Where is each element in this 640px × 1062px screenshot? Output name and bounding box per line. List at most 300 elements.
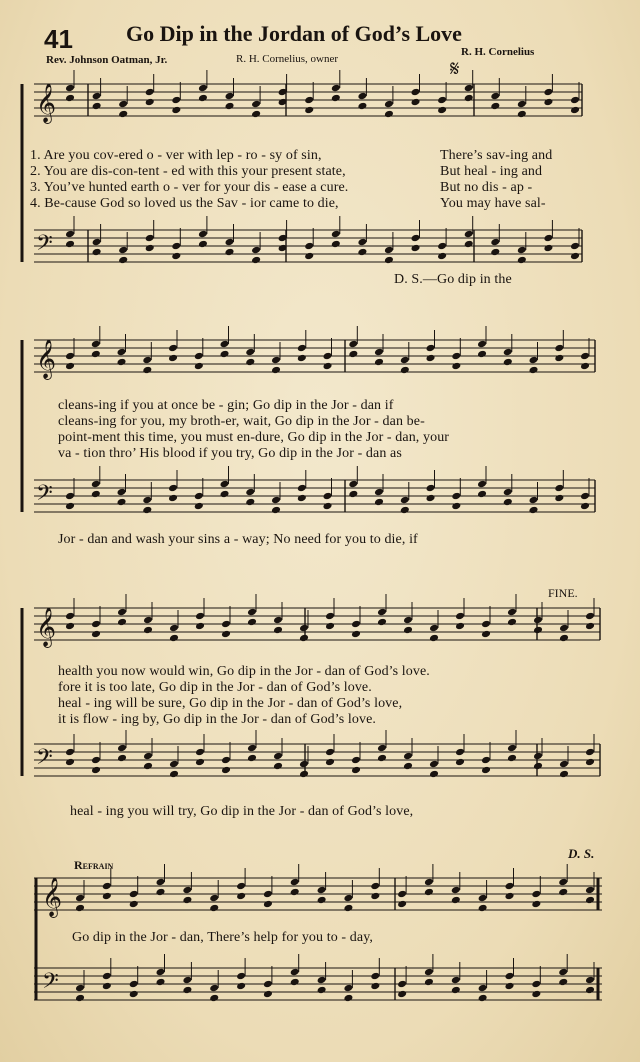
notehead: [543, 234, 553, 243]
notehead: [477, 340, 487, 349]
notehead: [451, 976, 461, 985]
notehead: [263, 980, 273, 989]
notehead: [65, 748, 75, 757]
notehead: [304, 252, 314, 261]
treble-clef-icon: 𝄞: [36, 607, 57, 647]
notehead: [290, 978, 300, 987]
notehead: [169, 770, 179, 779]
notehead: [198, 230, 208, 239]
notehead: [317, 976, 327, 985]
chorus-bass-line-b: Jor - dan and wash your sins a - way; No need for you to die, if: [58, 532, 418, 547]
notehead: [198, 240, 208, 249]
notehead: [198, 94, 208, 103]
notehead: [585, 748, 595, 757]
notehead: [424, 968, 434, 977]
composer-credit: R. H. Cornelius: [461, 46, 535, 58]
verse-3-line-b: point-ment this time, you must en-dure, Go dip in the Jor - dan, your: [58, 430, 450, 445]
hymn-title: Go Dip in the Jordan of God’s Love: [126, 21, 462, 46]
notehead: [505, 882, 515, 891]
notehead: [543, 88, 553, 97]
notehead: [455, 758, 465, 767]
notehead: [464, 230, 474, 239]
notehead: [75, 904, 85, 913]
notehead: [263, 990, 273, 999]
notehead: [531, 980, 541, 989]
notehead: [331, 94, 341, 103]
notehead: [317, 886, 327, 895]
notehead: [102, 972, 112, 981]
notehead: [91, 350, 101, 359]
notehead: [357, 92, 367, 101]
refrain-line: Go dip in the Jor - dan, There’s help for you to - day,: [72, 930, 373, 945]
notehead: [429, 634, 439, 643]
notehead: [273, 762, 283, 771]
notehead: [263, 890, 273, 899]
notehead: [142, 506, 152, 515]
notehead: [478, 994, 488, 1003]
notehead: [168, 354, 178, 363]
notehead: [403, 762, 413, 771]
notehead: [490, 248, 500, 257]
notehead: [559, 624, 569, 633]
refrain-label: Refrain: [74, 858, 114, 872]
bass-clef-icon: 𝄢: [36, 745, 53, 775]
notehead: [91, 766, 101, 775]
notehead: [477, 480, 487, 489]
notehead: [437, 242, 447, 251]
notehead: [65, 502, 75, 511]
notehead: [194, 492, 204, 501]
lyricist-credit: Rev. Johnson Oatman, Jr.: [46, 54, 168, 66]
notehead: [273, 752, 283, 761]
notehead: [299, 624, 309, 633]
segno-sign: 𝄋: [450, 56, 460, 81]
notehead: [143, 616, 153, 625]
notehead: [507, 608, 517, 617]
notehead: [236, 882, 246, 891]
notehead: [65, 612, 75, 621]
notehead: [117, 488, 127, 497]
verse-2-line-a-end: But heal - ing and: [440, 164, 543, 179]
notehead: [490, 92, 500, 101]
notehead: [570, 252, 580, 261]
notehead: [585, 612, 595, 621]
notehead: [397, 990, 407, 999]
notehead: [374, 358, 384, 367]
notehead: [102, 892, 112, 901]
notehead: [411, 244, 421, 253]
notehead: [297, 344, 307, 353]
notehead: [194, 362, 204, 371]
notehead: [343, 894, 353, 903]
notehead: [580, 502, 590, 511]
notehead: [426, 494, 436, 503]
notehead: [117, 358, 127, 367]
notehead: [65, 622, 75, 631]
notehead: [91, 756, 101, 765]
notehead: [145, 88, 155, 97]
notehead: [91, 480, 101, 489]
notehead: [455, 748, 465, 757]
notehead: [304, 106, 314, 115]
notehead: [271, 356, 281, 365]
notehead: [117, 754, 127, 763]
verse-4-line-c: it is flow - ing by, Go dip in the Jor - dan of God’s love.: [58, 712, 377, 727]
notehead: [273, 626, 283, 635]
notehead: [156, 878, 166, 887]
notehead: [297, 494, 307, 503]
notehead: [65, 230, 75, 239]
notehead: [236, 982, 246, 991]
notehead: [129, 900, 139, 909]
notehead: [370, 882, 380, 891]
bass-clef-icon: 𝄢: [36, 481, 53, 511]
hymn-number: 41: [44, 24, 73, 54]
notehead: [451, 492, 461, 501]
notehead: [517, 256, 527, 265]
notehead: [531, 900, 541, 909]
notehead: [570, 106, 580, 115]
notehead: [351, 766, 361, 775]
notehead: [129, 980, 139, 989]
notehead: [290, 878, 300, 887]
notehead: [245, 348, 255, 357]
notehead: [585, 986, 595, 995]
notehead: [455, 612, 465, 621]
notehead: [221, 756, 231, 765]
notehead: [129, 890, 139, 899]
notehead: [400, 356, 410, 365]
notehead: [507, 754, 517, 763]
notehead: [481, 766, 491, 775]
notehead: [377, 618, 387, 627]
notehead: [351, 630, 361, 639]
notehead: [75, 994, 85, 1003]
treble-clef-icon: 𝄞: [36, 83, 57, 123]
notehead: [464, 84, 474, 93]
notehead: [271, 366, 281, 375]
notehead: [455, 622, 465, 631]
notehead: [220, 490, 230, 499]
verse-4-line-a: 4. Be-cause God so loved us the Sav - ior came to die,: [30, 196, 339, 211]
notehead: [273, 616, 283, 625]
notehead: [236, 972, 246, 981]
notehead: [348, 350, 358, 359]
notehead: [118, 110, 128, 119]
notehead: [263, 900, 273, 909]
notehead: [397, 890, 407, 899]
notehead: [182, 886, 192, 895]
notehead: [251, 110, 261, 119]
notehead: [558, 888, 568, 897]
notehead: [182, 986, 192, 995]
notehead: [559, 634, 569, 643]
notehead: [384, 110, 394, 119]
notehead: [65, 492, 75, 501]
notehead: [251, 246, 261, 255]
notehead: [411, 98, 421, 107]
notehead: [580, 362, 590, 371]
notehead: [220, 480, 230, 489]
notehead: [517, 110, 527, 119]
notehead: [531, 990, 541, 999]
notehead: [118, 246, 128, 255]
notehead: [245, 498, 255, 507]
notehead: [559, 760, 569, 769]
notehead: [297, 484, 307, 493]
verse-1-line-a: 1. Are you cov-ered o - ver with lep - ro - sy of sin,: [30, 148, 322, 163]
notehead: [377, 744, 387, 753]
notehead: [503, 358, 513, 367]
notehead: [411, 88, 421, 97]
notehead: [374, 348, 384, 357]
notehead: [171, 96, 181, 105]
notehead: [65, 94, 75, 103]
notehead: [426, 354, 436, 363]
notehead: [429, 760, 439, 769]
notehead: [370, 982, 380, 991]
notehead: [91, 490, 101, 499]
notehead: [490, 102, 500, 111]
notehead: [195, 748, 205, 757]
notehead: [543, 244, 553, 253]
notehead: [117, 348, 127, 357]
notehead: [558, 968, 568, 977]
notehead: [580, 492, 590, 501]
notehead: [517, 246, 527, 255]
notehead: [225, 238, 235, 247]
notehead: [245, 358, 255, 367]
notehead: [195, 612, 205, 621]
verse-1-line-b: cleans-ing if you at once be - gin; Go dip in the Jor - dan if: [58, 398, 394, 413]
notehead: [209, 894, 219, 903]
notehead: [221, 620, 231, 629]
notehead: [102, 882, 112, 891]
notehead: [403, 626, 413, 635]
notehead: [348, 340, 358, 349]
notehead: [570, 96, 580, 105]
notehead: [559, 770, 569, 779]
notehead: [168, 344, 178, 353]
notehead: [357, 238, 367, 247]
notehead: [554, 344, 564, 353]
notehead: [507, 618, 517, 627]
notehead: [325, 622, 335, 631]
notehead: [182, 896, 192, 905]
notehead: [209, 984, 219, 993]
notehead: [142, 356, 152, 365]
notehead: [384, 256, 394, 265]
notehead: [351, 756, 361, 765]
notehead: [570, 242, 580, 251]
notehead: [245, 488, 255, 497]
notehead: [142, 496, 152, 505]
notehead: [304, 96, 314, 105]
notehead: [225, 102, 235, 111]
notehead: [65, 352, 75, 361]
notehead: [325, 612, 335, 621]
bass-clef-icon: 𝄢: [36, 231, 53, 261]
notehead: [481, 620, 491, 629]
notehead: [225, 92, 235, 101]
notehead: [437, 252, 447, 261]
notehead: [585, 758, 595, 767]
notehead: [304, 242, 314, 251]
notehead: [451, 896, 461, 905]
notehead: [424, 878, 434, 887]
notehead: [323, 352, 333, 361]
notehead: [529, 496, 539, 505]
notehead: [478, 894, 488, 903]
notehead: [411, 234, 421, 243]
notehead: [558, 878, 568, 887]
notehead: [529, 366, 539, 375]
notehead: [220, 340, 230, 349]
notehead: [247, 744, 257, 753]
notehead: [481, 630, 491, 639]
notehead: [171, 252, 181, 261]
treble-staff-4: [34, 878, 602, 910]
treble-clef-icon: 𝄞: [36, 339, 57, 379]
notehead: [171, 242, 181, 251]
treble-clef-icon: 𝄞: [42, 877, 63, 917]
notehead: [91, 630, 101, 639]
notehead: [580, 352, 590, 361]
owner-credit: R. H. Cornelius, owner: [236, 53, 339, 65]
notehead: [168, 494, 178, 503]
notehead: [384, 246, 394, 255]
notehead: [400, 506, 410, 515]
notehead: [403, 752, 413, 761]
notehead: [503, 488, 513, 497]
notehead: [169, 624, 179, 633]
notehead: [351, 620, 361, 629]
notehead: [299, 760, 309, 769]
notehead: [451, 986, 461, 995]
notehead: [533, 762, 543, 771]
notehead: [117, 744, 127, 753]
notehead: [143, 626, 153, 635]
notehead: [299, 634, 309, 643]
notehead: [478, 904, 488, 913]
notehead: [558, 978, 568, 987]
notehead: [102, 982, 112, 991]
notehead: [91, 340, 101, 349]
notehead: [507, 744, 517, 753]
notehead: [92, 238, 102, 247]
notehead: [145, 244, 155, 253]
notehead: [221, 630, 231, 639]
notehead: [145, 234, 155, 243]
notehead: [424, 888, 434, 897]
notehead: [377, 608, 387, 617]
notehead: [490, 238, 500, 247]
notehead: [271, 496, 281, 505]
notehead: [198, 84, 208, 93]
notehead: [156, 978, 166, 987]
notehead: [299, 770, 309, 779]
notehead: [585, 886, 595, 895]
notehead: [220, 350, 230, 359]
notehead: [400, 366, 410, 375]
notehead: [531, 890, 541, 899]
notehead: [143, 752, 153, 761]
verse-3-line-a: 3. You’ve hunted earth o - ver for your dis - ease a cure.: [30, 180, 349, 195]
notehead: [171, 106, 181, 115]
notehead: [370, 972, 380, 981]
notehead: [75, 984, 85, 993]
notehead: [118, 256, 128, 265]
notehead: [142, 366, 152, 375]
notehead: [65, 240, 75, 249]
notehead: [169, 760, 179, 769]
notehead: [117, 618, 127, 627]
notehead: [247, 754, 257, 763]
notehead: [585, 976, 595, 985]
notehead: [529, 506, 539, 515]
notehead: [117, 498, 127, 507]
notehead: [168, 484, 178, 493]
notehead: [156, 888, 166, 897]
notehead: [451, 502, 461, 511]
notehead: [92, 102, 102, 111]
verse-2-line-b: cleans-ing for you, my broth-er, wait, Go dip in the Jor - dan be-: [58, 414, 425, 429]
notehead: [464, 94, 474, 103]
bass-staff-4: [34, 968, 602, 1000]
notehead: [348, 490, 358, 499]
notehead: [271, 506, 281, 515]
notehead: [478, 984, 488, 993]
notehead: [481, 756, 491, 765]
notehead: [429, 770, 439, 779]
notehead: [331, 84, 341, 93]
notehead: [118, 100, 128, 109]
notehead: [397, 980, 407, 989]
notehead: [403, 616, 413, 625]
notehead: [503, 498, 513, 507]
notehead: [505, 982, 515, 991]
notehead: [585, 896, 595, 905]
notehead: [370, 892, 380, 901]
notehead: [543, 98, 553, 107]
notehead: [374, 498, 384, 507]
notehead: [182, 976, 192, 985]
notehead: [529, 356, 539, 365]
notehead: [209, 904, 219, 913]
notehead: [426, 344, 436, 353]
notehead: [117, 608, 127, 617]
notehead: [323, 492, 333, 501]
notehead: [451, 352, 461, 361]
notehead: [251, 256, 261, 265]
notehead: [247, 618, 257, 627]
notehead: [331, 230, 341, 239]
notehead: [533, 752, 543, 761]
notehead: [145, 98, 155, 107]
notehead: [156, 968, 166, 977]
notehead: [91, 620, 101, 629]
notehead: [505, 972, 515, 981]
notehead: [533, 626, 543, 635]
notehead: [325, 748, 335, 757]
notehead: [554, 494, 564, 503]
notehead: [343, 994, 353, 1003]
verse-4-line-b: va - tion thro’ His blood if you try, Go dip in the Jor - dan as: [58, 446, 402, 461]
notehead: [92, 92, 102, 101]
notehead: [437, 96, 447, 105]
notehead: [517, 100, 527, 109]
notehead: [505, 892, 515, 901]
